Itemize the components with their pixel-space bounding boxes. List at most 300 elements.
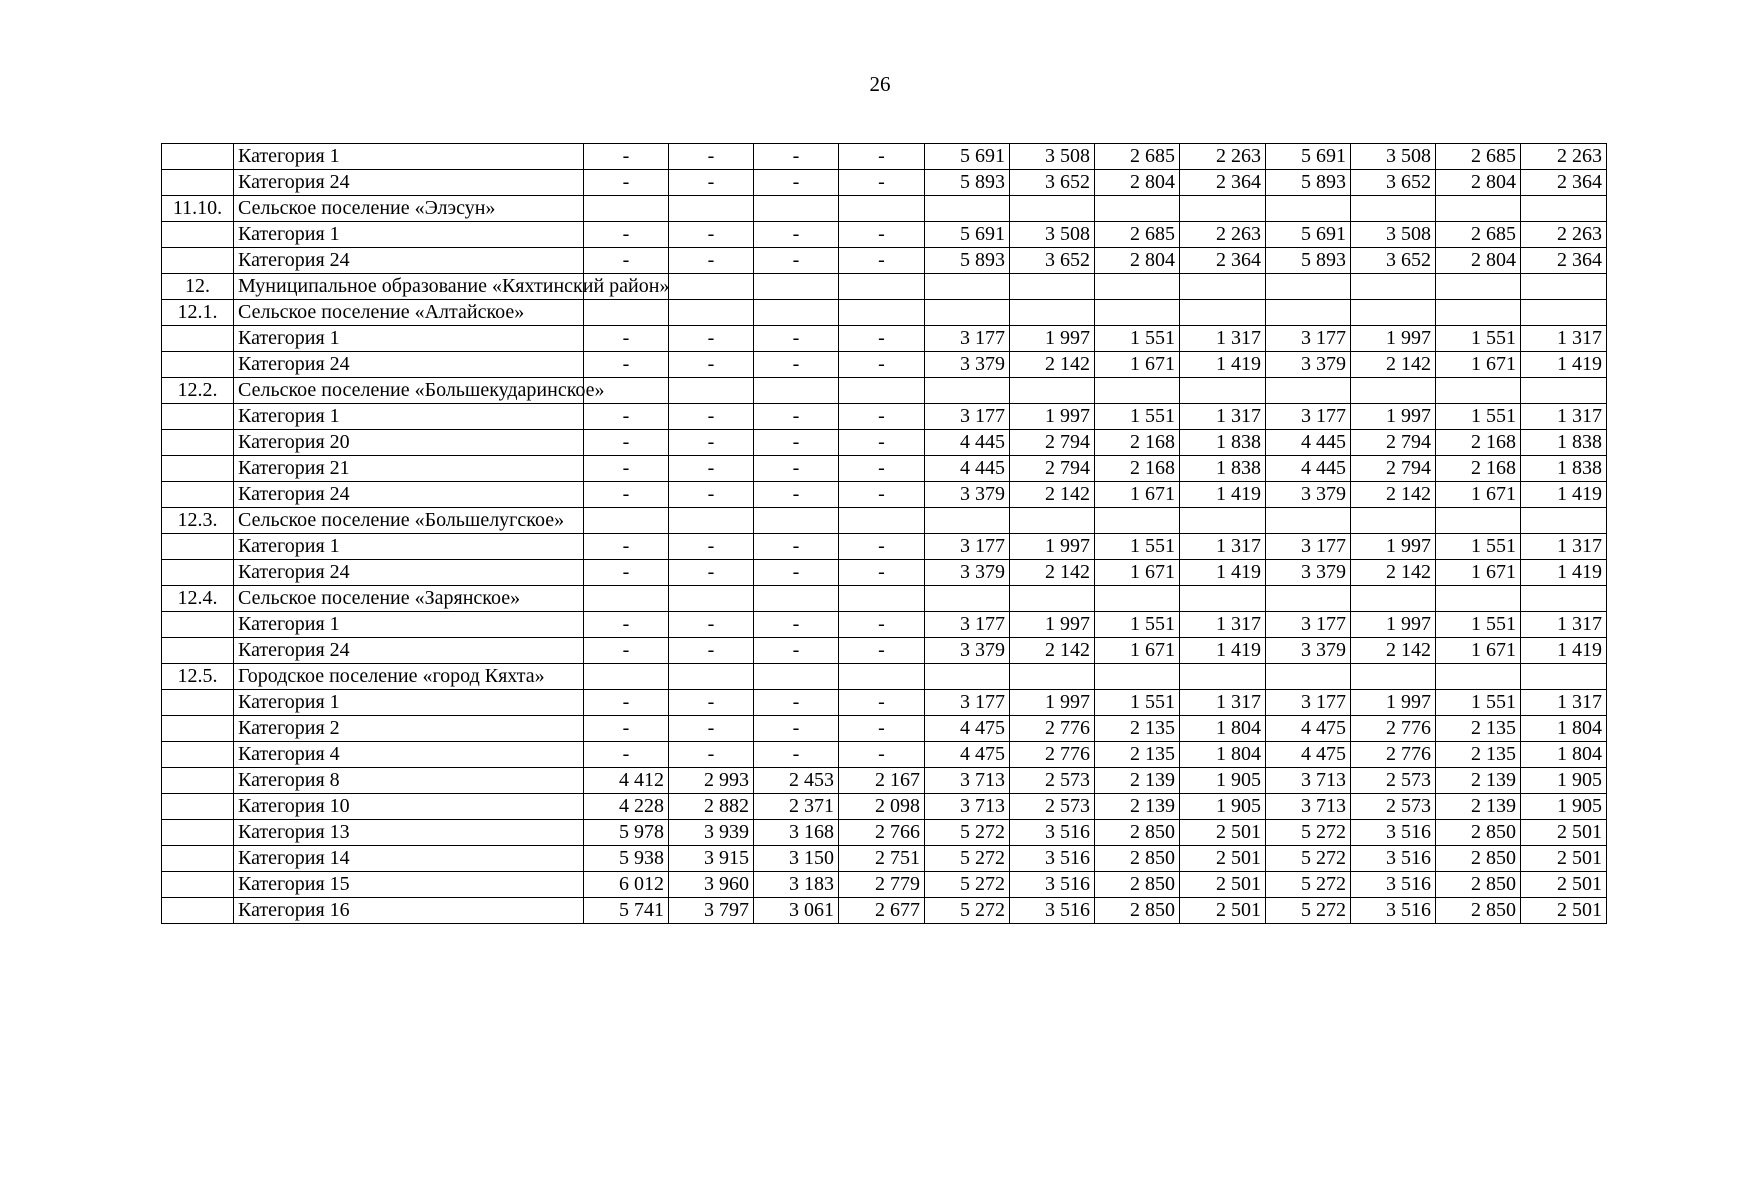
row-name-cell: Категория 24 (234, 170, 584, 196)
value-cell: 1 997 (1010, 690, 1095, 716)
value-cell: 3 939 (669, 820, 754, 846)
value-cell (754, 508, 839, 534)
value-cell: - (839, 326, 925, 352)
value-cell: - (584, 352, 669, 378)
value-cell: 2 135 (1095, 716, 1180, 742)
value-cell: - (754, 534, 839, 560)
row-number-cell (162, 794, 234, 820)
value-cell: 2 677 (839, 898, 925, 924)
value-cell: 2 501 (1521, 872, 1607, 898)
row-number-cell (162, 430, 234, 456)
table-row (162, 196, 1607, 222)
value-cell: 2 685 (1436, 144, 1521, 170)
value-cell: - (669, 170, 754, 196)
value-cell: 1 419 (1180, 560, 1266, 586)
value-cell: - (839, 248, 925, 274)
value-cell: - (584, 248, 669, 274)
value-cell (1436, 508, 1521, 534)
table-row (162, 846, 1607, 872)
value-cell: 1 997 (1010, 326, 1095, 352)
value-cell: - (839, 430, 925, 456)
value-cell: - (669, 638, 754, 664)
value-cell: 1 419 (1521, 352, 1607, 378)
row-number-cell (162, 716, 234, 742)
row-name-cell: Категория 24 (234, 248, 584, 274)
value-cell: 1 551 (1436, 690, 1521, 716)
value-cell: 3 652 (1010, 170, 1095, 196)
value-cell: - (669, 482, 754, 508)
value-cell: 2 142 (1351, 638, 1436, 664)
row-name-cell: Сельское поселение «Алтайское» (234, 300, 584, 326)
value-cell: 1 551 (1436, 534, 1521, 560)
row-number-cell (162, 534, 234, 560)
value-cell: 2 850 (1436, 898, 1521, 924)
value-cell: 2 501 (1180, 872, 1266, 898)
value-cell: 2 804 (1095, 248, 1180, 274)
table-row (162, 300, 1607, 326)
value-cell (1521, 196, 1607, 222)
table-row (162, 794, 1607, 820)
value-cell: - (754, 716, 839, 742)
row-name-cell: Городское поселение «город Кяхта» (234, 664, 584, 690)
table-row (162, 820, 1607, 846)
table-row (162, 768, 1607, 794)
value-cell: - (669, 248, 754, 274)
value-cell: 2 501 (1180, 820, 1266, 846)
value-cell: 2 804 (1436, 170, 1521, 196)
value-cell: 5 893 (925, 170, 1010, 196)
value-cell (1521, 378, 1607, 404)
value-cell: 3 516 (1010, 898, 1095, 924)
value-cell: 2 794 (1010, 430, 1095, 456)
value-cell: 2 573 (1351, 794, 1436, 820)
value-cell: 1 551 (1436, 404, 1521, 430)
value-cell: - (669, 326, 754, 352)
value-cell (1521, 664, 1607, 690)
value-cell: 4 475 (1266, 716, 1351, 742)
value-cell: 2 139 (1436, 768, 1521, 794)
value-cell (1266, 274, 1351, 300)
value-cell: 5 978 (584, 820, 669, 846)
value-cell: 1 997 (1010, 534, 1095, 560)
value-cell: - (584, 404, 669, 430)
table-row (162, 222, 1607, 248)
value-cell (1266, 300, 1351, 326)
value-cell: 2 142 (1010, 482, 1095, 508)
value-cell: 1 419 (1521, 560, 1607, 586)
value-cell: - (839, 534, 925, 560)
value-cell: 4 445 (1266, 456, 1351, 482)
value-cell: 3 150 (754, 846, 839, 872)
row-number-cell (162, 248, 234, 274)
value-cell: - (839, 612, 925, 638)
value-cell (669, 664, 754, 690)
value-cell (1521, 586, 1607, 612)
value-cell: 3 379 (1266, 482, 1351, 508)
value-cell: - (754, 456, 839, 482)
row-number-cell (162, 352, 234, 378)
value-cell: 1 997 (1351, 326, 1436, 352)
table-row (162, 742, 1607, 768)
row-name-cell: Сельское поселение «Элэсун» (234, 196, 584, 222)
row-number-cell (162, 222, 234, 248)
value-cell (1436, 586, 1521, 612)
value-cell: 2 850 (1436, 846, 1521, 872)
value-cell: - (754, 352, 839, 378)
value-cell (1180, 378, 1266, 404)
value-cell: - (584, 144, 669, 170)
tariff-table (161, 143, 1607, 924)
value-cell: 1 997 (1351, 404, 1436, 430)
row-name-cell: Категория 4 (234, 742, 584, 768)
value-cell: 3 516 (1010, 820, 1095, 846)
value-cell: 1 671 (1436, 560, 1521, 586)
value-cell: 2 263 (1521, 144, 1607, 170)
value-cell: 2 501 (1521, 898, 1607, 924)
value-cell (1351, 196, 1436, 222)
value-cell: 2 573 (1010, 794, 1095, 820)
value-cell: 2 501 (1180, 898, 1266, 924)
value-cell: 3 713 (1266, 768, 1351, 794)
row-number-cell: 12.4. (162, 586, 234, 612)
value-cell: 2 993 (669, 768, 754, 794)
value-cell: 3 168 (754, 820, 839, 846)
table-row (162, 326, 1607, 352)
value-cell: - (584, 716, 669, 742)
value-cell: - (839, 404, 925, 430)
value-cell: 1 905 (1521, 794, 1607, 820)
value-cell: 5 272 (925, 898, 1010, 924)
value-cell (1266, 196, 1351, 222)
value-cell: 1 905 (1180, 794, 1266, 820)
table-row (162, 664, 1607, 690)
value-cell: 1 419 (1521, 638, 1607, 664)
value-cell (669, 378, 754, 404)
table-body (162, 144, 1607, 924)
row-number-cell (162, 690, 234, 716)
value-cell: 2 135 (1436, 716, 1521, 742)
value-cell: 5 272 (925, 872, 1010, 898)
value-cell (584, 300, 669, 326)
value-cell: 1 838 (1521, 430, 1607, 456)
value-cell: 2 501 (1521, 820, 1607, 846)
value-cell: 2 776 (1351, 716, 1436, 742)
value-cell: 5 272 (925, 846, 1010, 872)
value-cell (1010, 586, 1095, 612)
value-cell: 2 850 (1436, 820, 1521, 846)
value-cell: 1 997 (1351, 612, 1436, 638)
row-number-cell (162, 898, 234, 924)
value-cell: 1 997 (1010, 612, 1095, 638)
value-cell: - (669, 534, 754, 560)
row-name-cell: Категория 2 (234, 716, 584, 742)
value-cell: - (584, 612, 669, 638)
value-cell: 2 139 (1095, 794, 1180, 820)
table-row (162, 352, 1607, 378)
row-name-cell: Категория 15 (234, 872, 584, 898)
value-cell: 1 905 (1521, 768, 1607, 794)
value-cell: 2 766 (839, 820, 925, 846)
value-cell: - (839, 352, 925, 378)
row-number-cell (162, 768, 234, 794)
value-cell: 2 142 (1010, 638, 1095, 664)
value-cell: 1 317 (1180, 534, 1266, 560)
value-cell: 3 379 (1266, 638, 1351, 664)
value-cell: - (754, 430, 839, 456)
value-cell: - (669, 144, 754, 170)
value-cell: 2 364 (1521, 170, 1607, 196)
value-cell (1010, 300, 1095, 326)
value-cell: 3 652 (1351, 248, 1436, 274)
value-cell (925, 378, 1010, 404)
table-row (162, 144, 1607, 170)
value-cell: 5 893 (1266, 170, 1351, 196)
value-cell: 2 501 (1180, 846, 1266, 872)
value-cell: 1 419 (1180, 482, 1266, 508)
row-name-cell: Категория 24 (234, 352, 584, 378)
value-cell: - (754, 170, 839, 196)
value-cell: 3 177 (925, 326, 1010, 352)
value-cell: 2 371 (754, 794, 839, 820)
value-cell (1095, 664, 1180, 690)
value-cell: 2 779 (839, 872, 925, 898)
value-cell (584, 586, 669, 612)
value-cell: - (584, 430, 669, 456)
table-row (162, 430, 1607, 456)
value-cell (1095, 508, 1180, 534)
value-cell (1266, 378, 1351, 404)
value-cell: 3 177 (925, 534, 1010, 560)
value-cell: 3 516 (1010, 846, 1095, 872)
value-cell: 5 691 (925, 222, 1010, 248)
value-cell: - (754, 560, 839, 586)
value-cell: - (839, 716, 925, 742)
value-cell: 5 272 (1266, 872, 1351, 898)
value-cell: - (839, 690, 925, 716)
table-row (162, 534, 1607, 560)
value-cell (1351, 586, 1436, 612)
table-row (162, 898, 1607, 924)
value-cell: - (754, 326, 839, 352)
value-cell: 2 804 (1095, 170, 1180, 196)
table-row (162, 274, 1607, 300)
row-number-cell: 12.2. (162, 378, 234, 404)
row-name-cell: Категория 16 (234, 898, 584, 924)
value-cell: 1 317 (1180, 404, 1266, 430)
value-cell: 3 183 (754, 872, 839, 898)
row-name-cell: Муниципальное образование «Кяхтинский район» (234, 274, 584, 300)
value-cell: 2 364 (1180, 170, 1266, 196)
value-cell (1436, 300, 1521, 326)
value-cell: 1 551 (1095, 326, 1180, 352)
table-row (162, 690, 1607, 716)
value-cell: 4 475 (925, 716, 1010, 742)
value-cell: 1 419 (1521, 482, 1607, 508)
row-number-cell (162, 482, 234, 508)
value-cell (584, 196, 669, 222)
value-cell: - (754, 404, 839, 430)
value-cell: - (584, 170, 669, 196)
value-cell: 2 142 (1351, 482, 1436, 508)
value-cell: 1 804 (1521, 742, 1607, 768)
value-cell: 2 142 (1010, 560, 1095, 586)
table-row (162, 248, 1607, 274)
value-cell: - (669, 222, 754, 248)
value-cell: 1 317 (1521, 690, 1607, 716)
row-number-cell (162, 144, 234, 170)
value-cell: 1 671 (1436, 638, 1521, 664)
value-cell (1010, 196, 1095, 222)
value-cell (1436, 196, 1521, 222)
value-cell: 2 794 (1351, 456, 1436, 482)
row-number-cell (162, 872, 234, 898)
value-cell: 1 551 (1095, 690, 1180, 716)
value-cell (925, 274, 1010, 300)
value-cell: - (839, 170, 925, 196)
value-cell: 5 272 (1266, 820, 1351, 846)
value-cell (754, 378, 839, 404)
value-cell (839, 508, 925, 534)
value-cell: 3 177 (1266, 690, 1351, 716)
value-cell: 1 997 (1351, 534, 1436, 560)
row-number-cell: 12. (162, 274, 234, 300)
value-cell (1180, 508, 1266, 534)
row-name-cell: Сельское поселение «Большелугское» (234, 508, 584, 534)
value-cell: 5 272 (1266, 898, 1351, 924)
row-name-cell: Категория 8 (234, 768, 584, 794)
value-cell (839, 300, 925, 326)
value-cell: 1 317 (1521, 612, 1607, 638)
row-number-cell (162, 560, 234, 586)
value-cell: 2 135 (1095, 742, 1180, 768)
value-cell: 5 272 (925, 820, 1010, 846)
value-cell: 1 671 (1095, 482, 1180, 508)
value-cell: 3 713 (925, 768, 1010, 794)
value-cell (754, 300, 839, 326)
value-cell: 3 915 (669, 846, 754, 872)
value-cell: 1 671 (1095, 560, 1180, 586)
value-cell: 4 475 (925, 742, 1010, 768)
value-cell: - (839, 456, 925, 482)
value-cell: 2 794 (1010, 456, 1095, 482)
row-number-cell (162, 612, 234, 638)
value-cell: 4 445 (925, 456, 1010, 482)
value-cell: 3 516 (1010, 872, 1095, 898)
value-cell: 1 317 (1180, 326, 1266, 352)
row-number-cell: 12.5. (162, 664, 234, 690)
value-cell (584, 664, 669, 690)
row-name-cell: Категория 24 (234, 560, 584, 586)
row-number-cell (162, 326, 234, 352)
value-cell: 1 551 (1095, 612, 1180, 638)
value-cell: - (669, 690, 754, 716)
value-cell: - (584, 560, 669, 586)
value-cell: 1 804 (1521, 716, 1607, 742)
value-cell: 3 652 (1010, 248, 1095, 274)
value-cell: - (839, 222, 925, 248)
value-cell: 3 508 (1351, 222, 1436, 248)
value-cell: 1 671 (1095, 352, 1180, 378)
value-cell: 3 508 (1010, 144, 1095, 170)
value-cell: 1 317 (1180, 612, 1266, 638)
value-cell: - (754, 144, 839, 170)
value-cell: 3 713 (1266, 794, 1351, 820)
table-row (162, 378, 1607, 404)
value-cell (1095, 300, 1180, 326)
value-cell: - (584, 456, 669, 482)
value-cell: 1 838 (1180, 430, 1266, 456)
value-cell (1180, 586, 1266, 612)
value-cell (669, 508, 754, 534)
value-cell: 1 671 (1436, 482, 1521, 508)
value-cell: 1 551 (1095, 404, 1180, 430)
value-cell: 3 960 (669, 872, 754, 898)
row-name-cell: Категория 24 (234, 482, 584, 508)
value-cell (1351, 300, 1436, 326)
value-cell: 5 691 (1266, 144, 1351, 170)
table-row (162, 638, 1607, 664)
value-cell: - (669, 560, 754, 586)
value-cell: 4 228 (584, 794, 669, 820)
value-cell (1010, 378, 1095, 404)
table-row (162, 612, 1607, 638)
row-name-cell: Категория 21 (234, 456, 584, 482)
value-cell (839, 196, 925, 222)
value-cell (754, 196, 839, 222)
page-number: 26 (869, 72, 891, 96)
value-cell: 2 168 (1436, 430, 1521, 456)
value-cell: - (584, 638, 669, 664)
value-cell: - (669, 612, 754, 638)
value-cell: 1 419 (1180, 352, 1266, 378)
value-cell: - (754, 742, 839, 768)
row-name-cell: Категория 24 (234, 638, 584, 664)
value-cell: 3 379 (1266, 560, 1351, 586)
value-cell (1436, 664, 1521, 690)
value-cell (754, 586, 839, 612)
value-cell: 1 838 (1521, 456, 1607, 482)
row-name-cell: Категория 1 (234, 326, 584, 352)
value-cell: 3 177 (925, 404, 1010, 430)
value-cell: 5 691 (925, 144, 1010, 170)
value-cell: 2 685 (1095, 222, 1180, 248)
value-cell: 1 551 (1436, 612, 1521, 638)
value-cell (839, 378, 925, 404)
row-name-cell: Категория 1 (234, 612, 584, 638)
value-cell: 1 905 (1180, 768, 1266, 794)
row-name-cell: Категория 1 (234, 690, 584, 716)
value-cell (584, 508, 669, 534)
value-cell: - (839, 144, 925, 170)
value-cell: - (584, 690, 669, 716)
value-cell (669, 300, 754, 326)
value-cell: 3 797 (669, 898, 754, 924)
value-cell: 3 379 (925, 482, 1010, 508)
value-cell: - (839, 560, 925, 586)
table-row (162, 508, 1607, 534)
value-cell: 3 713 (925, 794, 1010, 820)
value-cell: 3 379 (925, 560, 1010, 586)
row-number-cell (162, 456, 234, 482)
row-number-cell (162, 170, 234, 196)
value-cell (839, 586, 925, 612)
value-cell: 3 061 (754, 898, 839, 924)
value-cell: 2 364 (1180, 248, 1266, 274)
value-cell: 2 453 (754, 768, 839, 794)
value-cell (925, 586, 1010, 612)
value-cell: - (839, 638, 925, 664)
value-cell (1010, 274, 1095, 300)
